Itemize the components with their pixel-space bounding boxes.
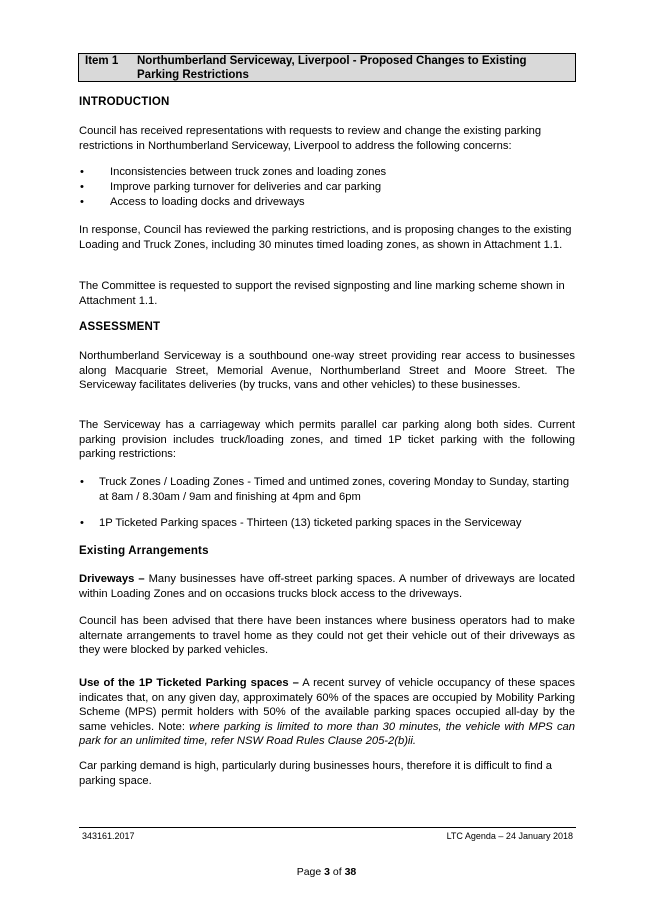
list-item: • 1P Ticketed Parking spaces - Thirteen (13) ticketed parking spaces in the Serviceway	[80, 517, 522, 529]
bullet-icon: •	[80, 196, 84, 208]
agenda-date: LTC Agenda – 24 January 2018	[446, 831, 573, 841]
bullet-icon: •	[80, 517, 84, 529]
concerns-list	[79, 165, 575, 210]
introduction-paragraph-1: Council has received representations with requests to review and change the existing parking restrictions in Northumberland Serviceway, Liverpool to address the following concerns:	[79, 125, 542, 152]
restrictions-list-2	[79, 516, 575, 531]
assessment-paragraph-2: The Serviceway has a carriageway which permits parallel car parking along both sides. Current parking provision includes truck/loading zones, and timed 1P ticket parking with the following parking restrictions:	[79, 419, 575, 461]
introduction-paragraph-3: The Committee is requested to support the revised signposting and line marking scheme shown in Attachment 1.1.	[79, 280, 565, 307]
driveways-label: Driveways –	[79, 573, 145, 585]
list-item: • Improve parking turnover for deliveries and car parking	[80, 181, 382, 193]
advised-paragraph: Council has been advised that there have been instances where business operators had to make alternate arrangements to travel home as they could not get their vehicle out of their driveways as they were blocked by parked vehicles.	[79, 615, 575, 657]
driveways-paragraph: Driveways – Many businesses have off-street parking spaces. A number of driveways are located within Loading Zones and on occasions trucks block access to the driveways.	[79, 573, 576, 600]
item-number: Item 1	[85, 55, 119, 67]
footer-divider	[79, 827, 576, 828]
restrictions-list	[79, 475, 575, 505]
assessment-paragraph-1: Northumberland Serviceway is a southbound one-way street providing rear access to businesses along Macquarie Street, Memorial Avenue, Northumberland Street and Moore Street. The Serviceway facilitates deliveries (by trucks, vans and other vehicles) to these businesses.	[79, 350, 575, 392]
assessment-heading: ASSESSMENT	[79, 321, 161, 333]
ticketed-parking-label: Use of the 1P Ticketed Parking spaces –	[79, 677, 299, 689]
document-reference: 343161.2017	[82, 831, 135, 841]
parking-demand-paragraph: Car parking demand is high, particularly during businesses hours, therefore it is difficult to find a parking space.	[79, 760, 553, 787]
bullet-icon: •	[80, 166, 84, 178]
ticketed-parking-paragraph: Use of the 1P Ticketed Parking spaces – A recent survey of vehicle occupancy of these spaces indicates that, on any given day, approximately 60% of the spaces are occupied by Mobility Parking Scheme (MPS) permit holders with 50% of the available parking spaces occupied all-day by the same vehicles. Note: where parking is limited to more than 30 minutes, the vehicle with MPS can park for an unlimited time, refer NSW Road Rules Clause 205-2(b)ii.	[79, 677, 575, 748]
item-header	[78, 53, 576, 82]
list-item: • Access to loading docks and driveways	[80, 196, 305, 208]
item-title: Northumberland Serviceway, Liverpool - Proposed Changes to Existing Parking Restrictions	[137, 55, 527, 81]
existing-arrangements-heading: Existing Arrangements	[79, 545, 209, 557]
list-item: • Inconsistencies between truck zones and loading zones	[80, 166, 387, 178]
bullet-icon: •	[80, 181, 84, 193]
page-number: Page 3 of 38	[296, 866, 357, 878]
introduction-paragraph-2: In response, Council has reviewed the parking restrictions, and is proposing changes to the existing Loading and Truck Zones, including 30 minutes timed loading zones, as shown in Attachment 1.1.	[79, 224, 572, 251]
list-item: • Truck Zones / Loading Zones - Timed and untimed zones, covering Monday to Sunday, starting at 8am / 8.30am / 9am and finishing at 4pm and 6pm	[80, 476, 570, 503]
bullet-icon: •	[80, 476, 84, 488]
road-rules-note: where parking is limited to more than 30 minutes, the vehicle with MPS can park for an unlimited time, refer NSW Road Rules Clause 205-2(b)ii.	[79, 720, 575, 748]
introduction-heading: INTRODUCTION	[79, 96, 170, 108]
